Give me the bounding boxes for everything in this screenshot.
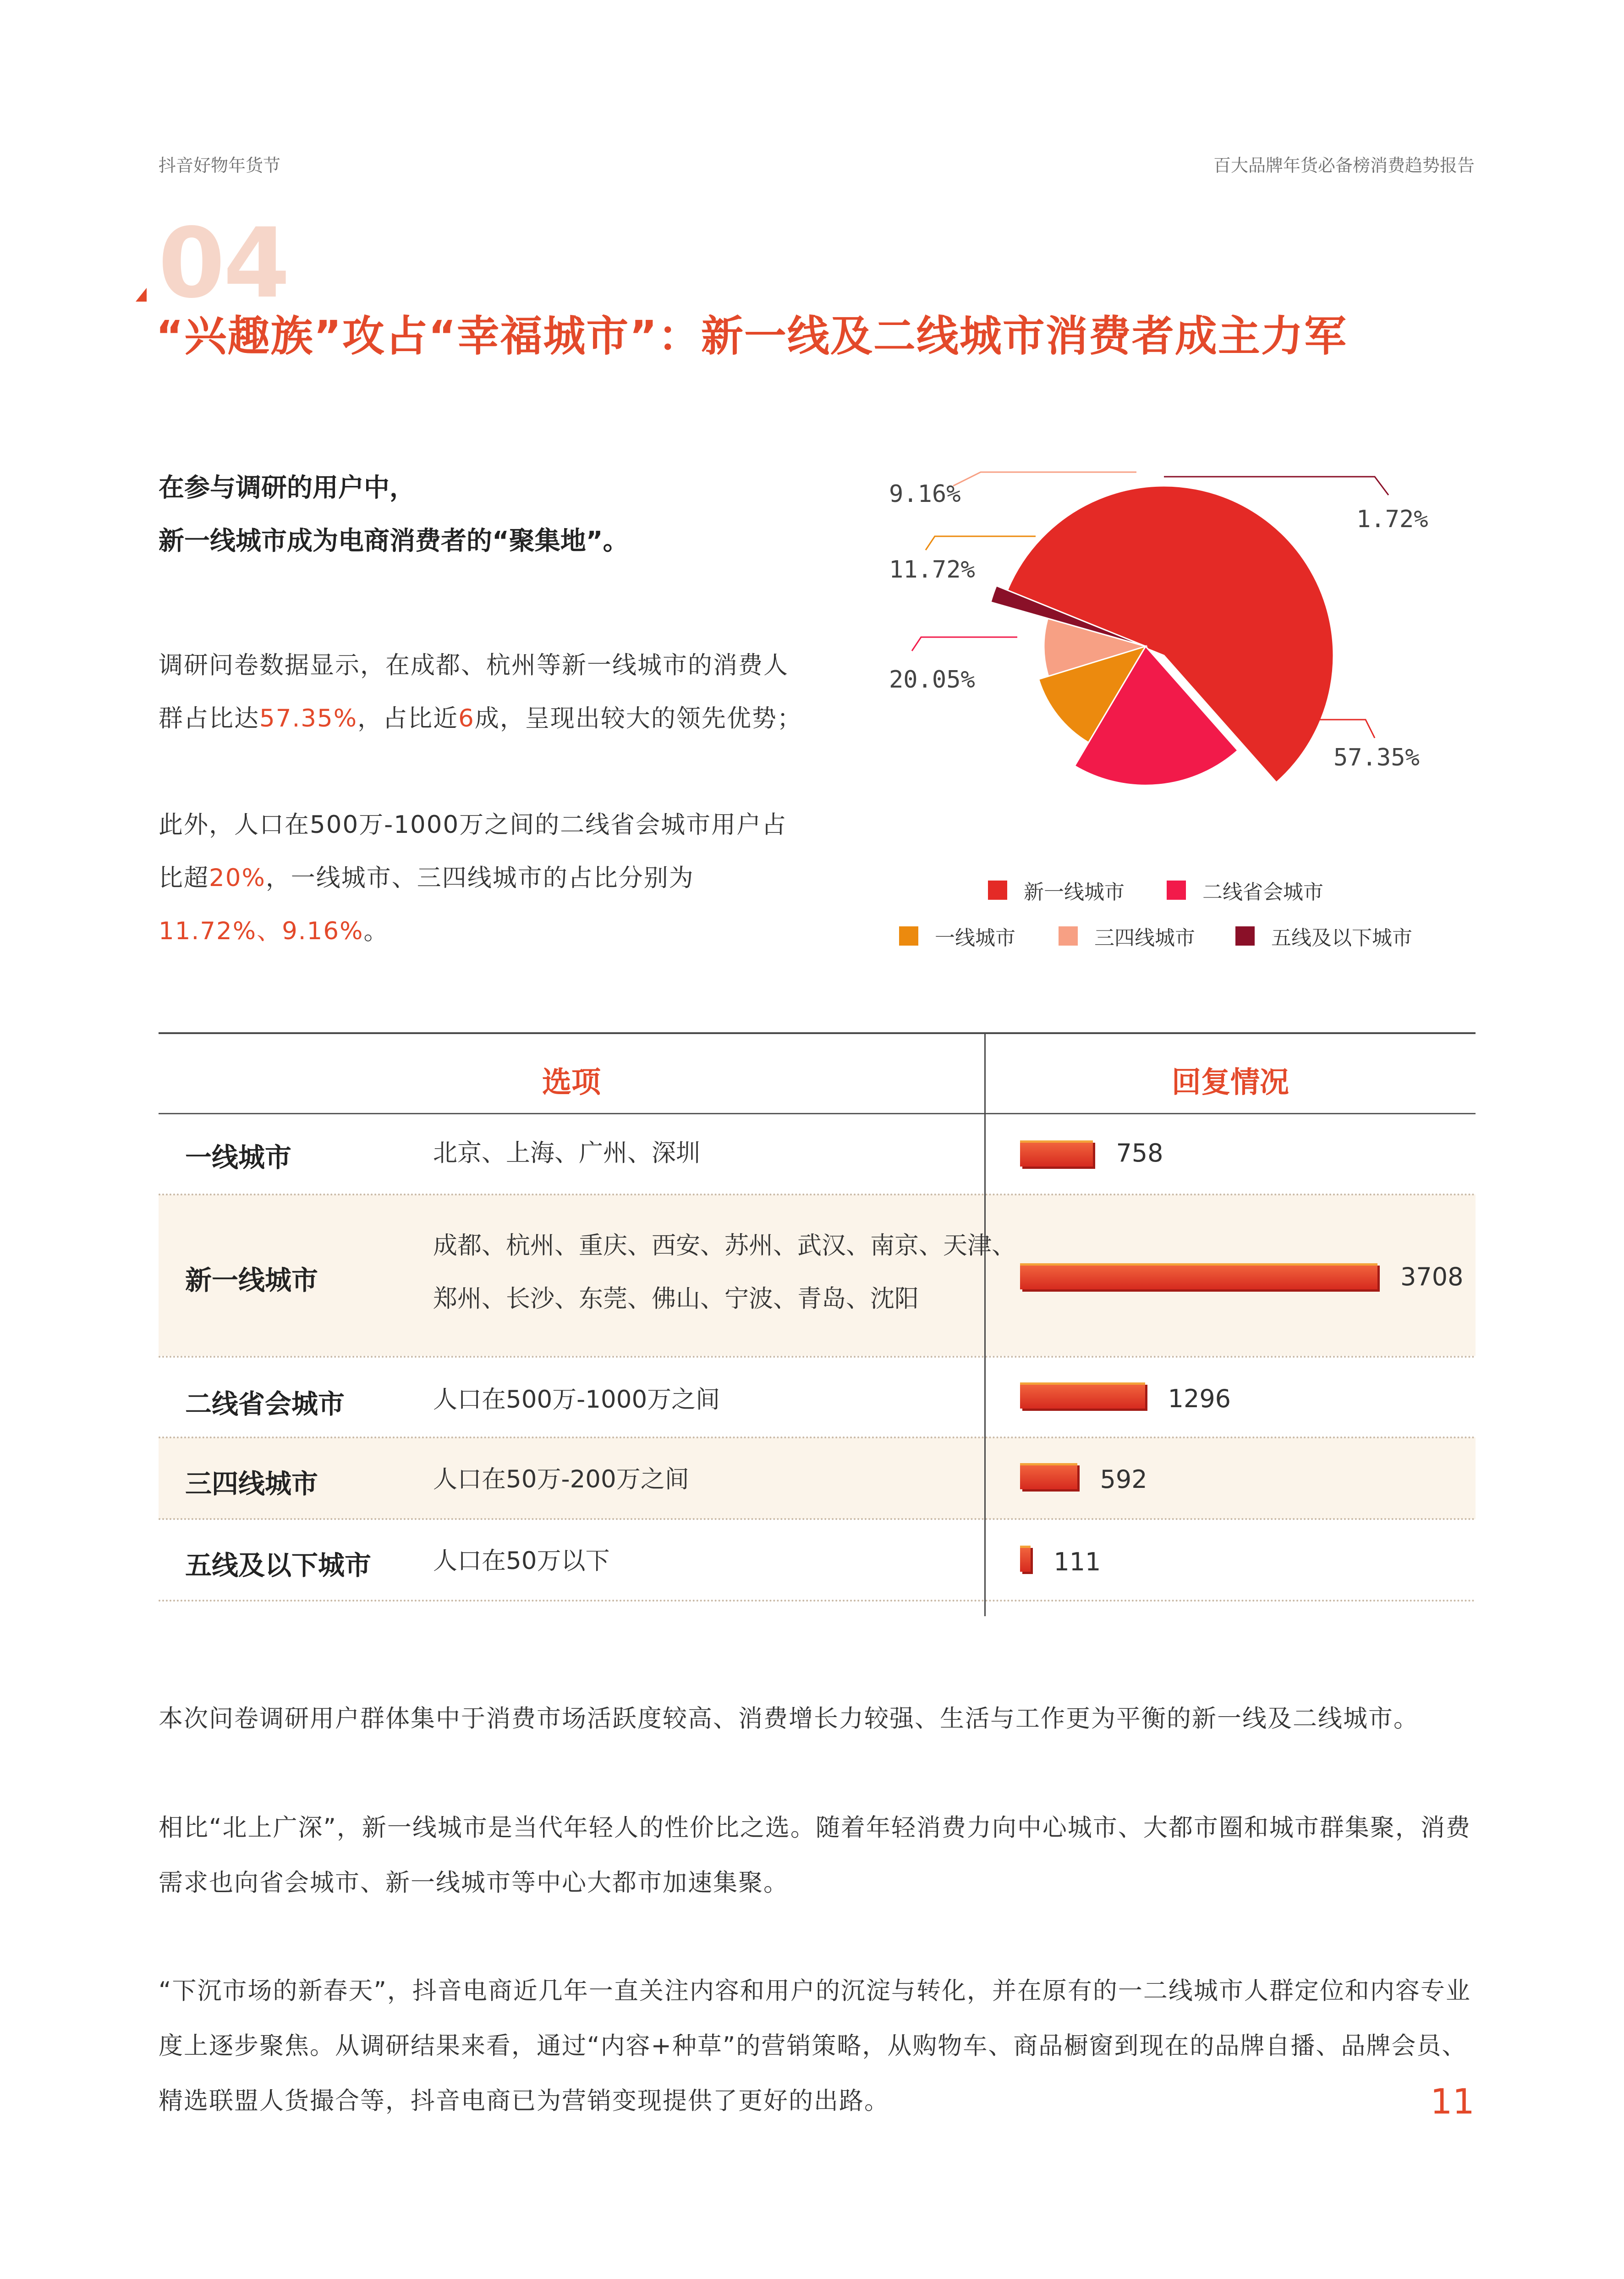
table-row-description: 北京、上海、广州、深圳: [433, 1139, 700, 1167]
intro-p1-text-a: 调研问卷数据显示，在成都、杭州等新一线城市的消费人群占比达: [159, 651, 789, 732]
section-number: 04: [158, 207, 289, 319]
table-row-divider: [159, 1194, 1476, 1195]
body-paragraph-1: 本次问卷调研用户群体集中于消费市场活跃度较高、消费增长力较强、生活与工作更为平衡的新一线及二线城市。: [159, 1705, 1419, 1733]
table-row-divider: [159, 1437, 1476, 1438]
header-left-title: 抖音好物年货节: [159, 155, 281, 176]
table-row-value: 1296: [1168, 1384, 1231, 1413]
table-row-bar: [1020, 1463, 1077, 1489]
legend-item-tier3-4: [1059, 921, 1195, 951]
table-row-category: 一线城市: [185, 1142, 292, 1173]
legend-item-tier1: [899, 921, 1015, 951]
table-row-category: 五线及以下城市: [185, 1550, 372, 1581]
pie-data-label: 57.35%: [1333, 744, 1420, 771]
body-paragraph-2: 相比“北上广深”，新一线城市是当代年轻人的性价比之选。随着年轻消费力向中心城市、大都市圈和城市群集聚，消费需求也向省会城市、新一线城市等中心大都市加速集聚。: [159, 1814, 1471, 1897]
legend-swatch: [988, 881, 1007, 900]
legend-label: 新一线城市: [1024, 881, 1125, 904]
page-title: “兴趣族”攻占“幸福城市”：新一线及二线城市消费者成主力军: [156, 312, 1347, 361]
pie-data-label: 1.72%: [1356, 506, 1428, 533]
table-row-category: 二线省会城市: [185, 1388, 345, 1420]
legend-label: 一线城市: [935, 926, 1015, 950]
legend-item-tier5-below: [1235, 921, 1412, 951]
table-row-divider: [159, 1356, 1476, 1358]
pie-chart: [871, 445, 1466, 857]
table-row-description-line2: 郑州、长沙、东莞、佛山、宁波、青岛、沈阳: [433, 1285, 919, 1313]
section-triangle-icon: [136, 288, 147, 302]
legend-label: 五线及以下城市: [1271, 926, 1412, 950]
legend-item-new-tier1: [988, 875, 1125, 905]
table-row-value: 758: [1116, 1139, 1163, 1167]
intro-p1-percent: 57.35%: [259, 705, 358, 732]
legend-swatch: [1235, 926, 1255, 946]
table-bottom-divider: [159, 1600, 1476, 1602]
table-row-value: 592: [1100, 1465, 1147, 1494]
legend-swatch: [1167, 881, 1186, 900]
pie-leader-line: [912, 637, 1017, 651]
legend-swatch: [1059, 926, 1078, 946]
table-header-option: 选项: [542, 1066, 601, 1100]
table-header-divider: [159, 1113, 1476, 1114]
table-row-value: 111: [1053, 1547, 1101, 1576]
intro-p1-number: 6: [458, 705, 475, 732]
table-row-value: 3708: [1400, 1262, 1464, 1291]
table-row-description: 人口在500万-1000万之间: [433, 1386, 720, 1414]
intro-p2-percent: 20%: [209, 864, 266, 892]
table-row-bar: [1020, 1263, 1377, 1289]
table-row-bg: [159, 1437, 1476, 1519]
intro-paragraph-1: [159, 639, 809, 745]
table-row-divider: [159, 1518, 1476, 1520]
pie-data-label: 11.72%: [889, 556, 975, 584]
legend-label: 二线省会城市: [1202, 881, 1323, 904]
pie-leader-line: [953, 472, 1136, 486]
table-row-description: 人口在50万-200万之间: [433, 1465, 689, 1493]
legend-swatch: [899, 926, 918, 946]
table-row-category: 三四线城市: [185, 1468, 318, 1499]
legend-item-tier2-capital: [1167, 875, 1323, 905]
pie-data-label: 9.16%: [889, 480, 961, 508]
table-column-divider: [984, 1033, 986, 1616]
table-row-description: 人口在50万以下: [433, 1547, 610, 1575]
table-row-bar: [1020, 1382, 1145, 1409]
header-right-title: 百大品牌年货必备榜消费趋势报告: [1213, 155, 1475, 176]
body-paragraph-3: “下沉市场的新春天”，抖音电商近几年一直关注内容和用户的沉淀与转化，并在原有的一二线城市人群定位和内容专业度上逐步聚焦。从调研结果来看，通过“内容+种草”的营销策略，从购物车、商品橱窗到现在的品牌自播、品牌会员、精选联盟人货撮合等，抖音电商已为营销变现提供了更好的出路。: [159, 1977, 1471, 2115]
table-row-bar: [1020, 1546, 1031, 1572]
pie-leader-line: [926, 536, 1036, 550]
table-header-response: 回复情况: [1172, 1066, 1289, 1100]
intro-lead-line2: 新一线城市成为电商消费者的“聚集地”。: [159, 526, 629, 556]
table-top-border: [159, 1032, 1476, 1034]
intro-p2-text-b: ，一线城市、三四线城市的占比分别为: [265, 864, 694, 892]
table-row-description: 成都、杭州、重庆、西安、苏州、武汉、南京、天津、: [433, 1232, 1016, 1260]
pie-data-label: 20.05%: [889, 666, 975, 694]
table-row-bar: [1020, 1140, 1093, 1167]
intro-p2-text-a: 此外，人口在500万-1000万之间的二线省会城市用户占比超: [159, 811, 787, 892]
page-number: 11: [1430, 2081, 1475, 2122]
intro-p1-text-c: 成，呈现出较大的领先优势；: [474, 705, 802, 732]
table-row-category: 新一线城市: [185, 1265, 318, 1296]
intro-p2-text-c: 。: [363, 917, 389, 945]
intro-p2-percents: 11.72%、9.16%: [159, 917, 364, 945]
intro-p1-text-b: ，占比近: [357, 705, 459, 732]
intro-paragraph-2: [159, 798, 809, 958]
intro-lead-line1: 在参与调研的用户中，: [159, 473, 415, 503]
legend-label: 三四线城市: [1094, 926, 1195, 950]
